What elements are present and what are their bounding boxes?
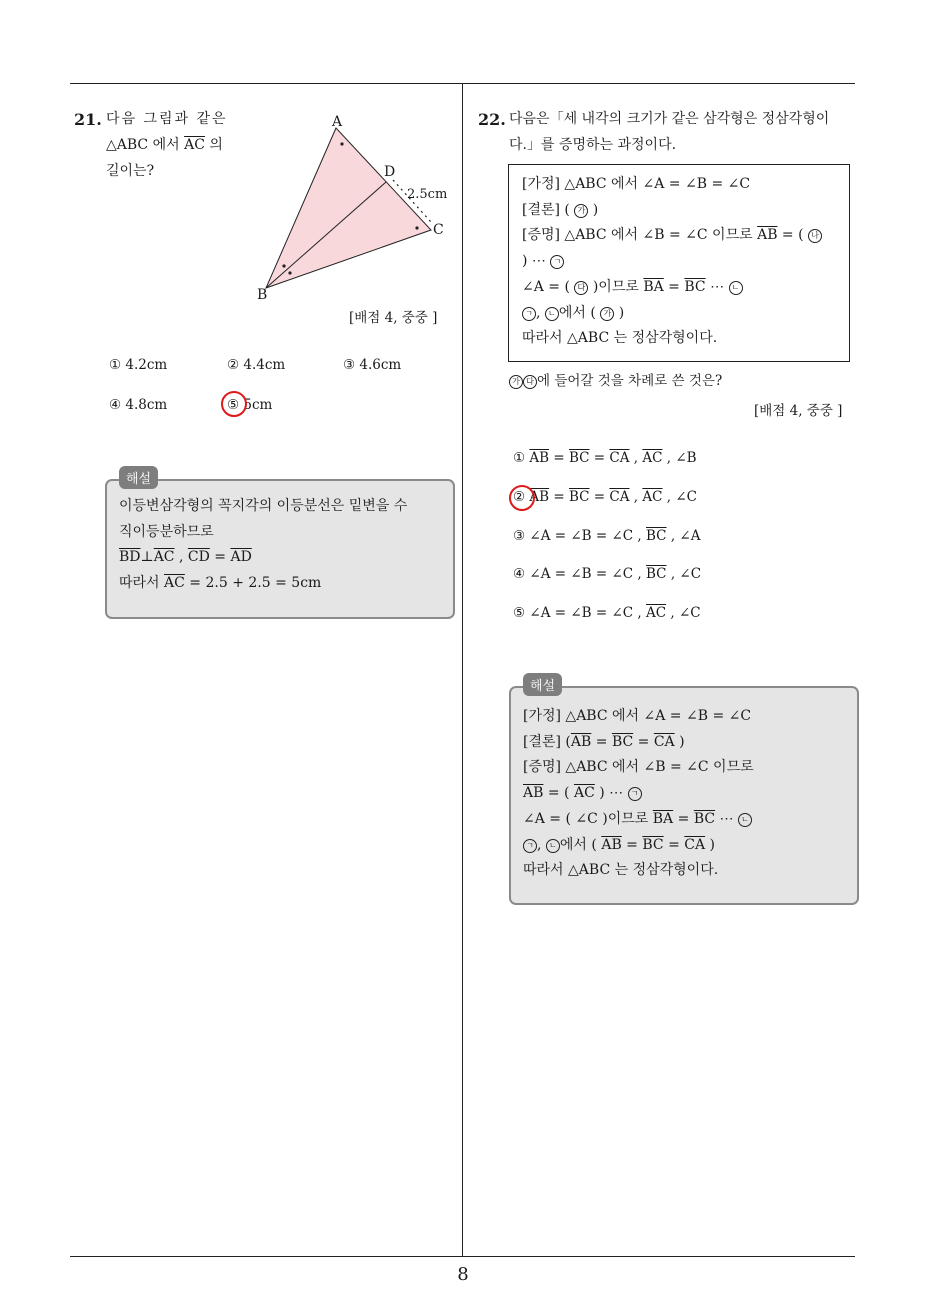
- solution-line: $\overline{BD}\perp\overline{AC}$ , $\overline{CD} = \overline{AD}$: [119, 549, 252, 566]
- question-text-l2: 다.」를 증명하는 과정이다.: [509, 137, 677, 153]
- solution-line: 직이등분하므로: [119, 523, 214, 540]
- solution-box: [105, 479, 455, 619]
- solution-line: $\overline{AB}$ = ( $\overline{AC}$ ) ⋯ ㄱ: [523, 781, 754, 807]
- question-text-line: [106, 106, 228, 132]
- length-label: 2.5cm: [407, 187, 448, 202]
- solution-line: [가정] △ABC 에서 ∠A = ∠B = ∠C: [523, 708, 752, 724]
- blank-b-icon: 나: [808, 229, 822, 243]
- option-1[interactable]: ① $\overline{AB} = \overline{BC} = \overline{CA}$ , $\overline{AC}$ , ∠B: [513, 450, 697, 466]
- blank-c-icon: 다: [523, 375, 537, 389]
- proof-line: ㄱ , ㄴ 에서 ( 가 ): [522, 301, 822, 327]
- triangle-abc: [266, 128, 431, 288]
- question-prompt: 가 다 에 들어갈 것을 차례로 쓴 것은?: [509, 368, 722, 394]
- angle-mark-b2: [288, 271, 291, 274]
- option-3[interactable]: ③ ∠A = ∠B = ∠C , $\overline{BC}$ , ∠A: [513, 528, 701, 544]
- page-number: 8: [457, 1264, 469, 1285]
- label-1-icon: ㄱ: [523, 839, 537, 853]
- label-2-icon: ㄴ: [738, 813, 752, 827]
- label-1-icon: ㄱ: [628, 787, 642, 801]
- answer-mark-circle: [509, 485, 535, 511]
- solution-tag: 해설: [523, 673, 562, 696]
- proof-line: [가정] △ABC 에서 ∠A = ∠B = ∠C: [522, 176, 751, 192]
- option-5[interactable]: ⑤ ∠A = ∠B = ∠C , $\overline{AC}$ , ∠C: [513, 605, 701, 621]
- proof-line: ) ⋯ ㄱ: [522, 249, 822, 275]
- proof-box: [508, 164, 850, 362]
- vertex-label-c: C: [433, 222, 444, 238]
- option-3[interactable]: ③ 4.6cm: [343, 357, 402, 373]
- question-text-l1: 다음 그림과 같은: [106, 111, 228, 127]
- column-divider: [462, 83, 463, 1256]
- option-4[interactable]: ④ 4.8cm: [109, 397, 168, 413]
- proof-line: [증명] △ABC 에서 ∠B = ∠C 이므로 $\overline{AB}$ = ( 나: [522, 223, 822, 249]
- score-meta: [배점 4, 중중 ]: [754, 403, 843, 419]
- solution-box: [509, 686, 859, 905]
- vertex-label-b: B: [257, 287, 268, 303]
- question-text-l2: △ABC 에서 $\overline{AC}$ 의: [106, 137, 223, 153]
- label-1-icon: ㄱ: [550, 255, 564, 269]
- option-2[interactable]: ② 4.4cm: [227, 357, 286, 373]
- option-2[interactable]: ② $\overline{AB} = \overline{BC} = \overline{CA}$ , $\overline{AC}$ , ∠C: [513, 489, 697, 505]
- vertex-label-d: D: [384, 164, 396, 180]
- question-number: 22.: [478, 110, 506, 129]
- solution-line: ㄱ , ㄴ 에서 ( $\overline{AB} = \overline{BC} = \overline{CA}$ ): [523, 833, 754, 859]
- blank-a-icon: 가: [574, 204, 588, 218]
- solution-line: 이등변삼각형의 꼭지각의 이등분선은 밑변을 수: [119, 498, 408, 514]
- blank-a-icon: 가: [600, 307, 614, 321]
- angle-mark-a: [340, 142, 343, 145]
- question-text-l1: 다음은「세 내각의 크기가 같은 삼각형은 정삼각형이: [509, 111, 830, 127]
- question-text-l3: 길이는?: [106, 163, 155, 179]
- triangle-figure: [250, 110, 460, 310]
- label-1-icon: ㄱ: [522, 307, 536, 321]
- solution-line: ∠A = ( ∠C )이므로 $\overline{BA} = \overline{BC}$ ⋯ ㄴ: [523, 807, 754, 833]
- solution-tag: 해설: [119, 466, 158, 489]
- footer-rule: [70, 1256, 855, 1257]
- option-1[interactable]: ① 4.2cm: [109, 357, 168, 373]
- solution-line: 따라서 △ABC 는 정삼각형이다.: [523, 862, 719, 879]
- vertex-label-a: A: [332, 114, 343, 130]
- option-5[interactable]: ⑤ 5cm: [227, 397, 273, 413]
- proof-line: 따라서 △ABC 는 정삼각형이다.: [522, 330, 718, 347]
- proof-line: [결론] ( 가 ): [522, 201, 599, 218]
- angle-mark-b1: [282, 264, 285, 267]
- proof-line: ∠A = ( 다 )이므로 $\overline{BA} = \overline{BC}$ ⋯ ㄴ: [522, 275, 822, 301]
- blank-c-icon: 다: [574, 281, 588, 295]
- answer-mark-circle: [221, 391, 247, 417]
- option-4[interactable]: ④ ∠A = ∠B = ∠C , $\overline{BC}$ , ∠C: [513, 566, 702, 582]
- solution-line: [결론] ($\overline{AB} = \overline{BC} = \overline{CA}$ ): [523, 733, 685, 750]
- label-2-icon: ㄴ: [546, 839, 560, 853]
- label-2-icon: ㄴ: [729, 281, 743, 295]
- question-text-line: [106, 132, 223, 158]
- blank-a-icon: 가: [509, 375, 523, 389]
- score-meta: [배점 4, 중중 ]: [349, 310, 438, 326]
- solution-line: [증명] △ABC 에서 ∠B = ∠C 이므로: [523, 759, 754, 776]
- label-2-icon: ㄴ: [545, 307, 559, 321]
- question-number: 21.: [74, 110, 102, 129]
- solution-line: 따라서 $\overline{AC} = 2.5 + 2.5 = 5cm$: [119, 575, 322, 592]
- angle-mark-c: [415, 226, 418, 229]
